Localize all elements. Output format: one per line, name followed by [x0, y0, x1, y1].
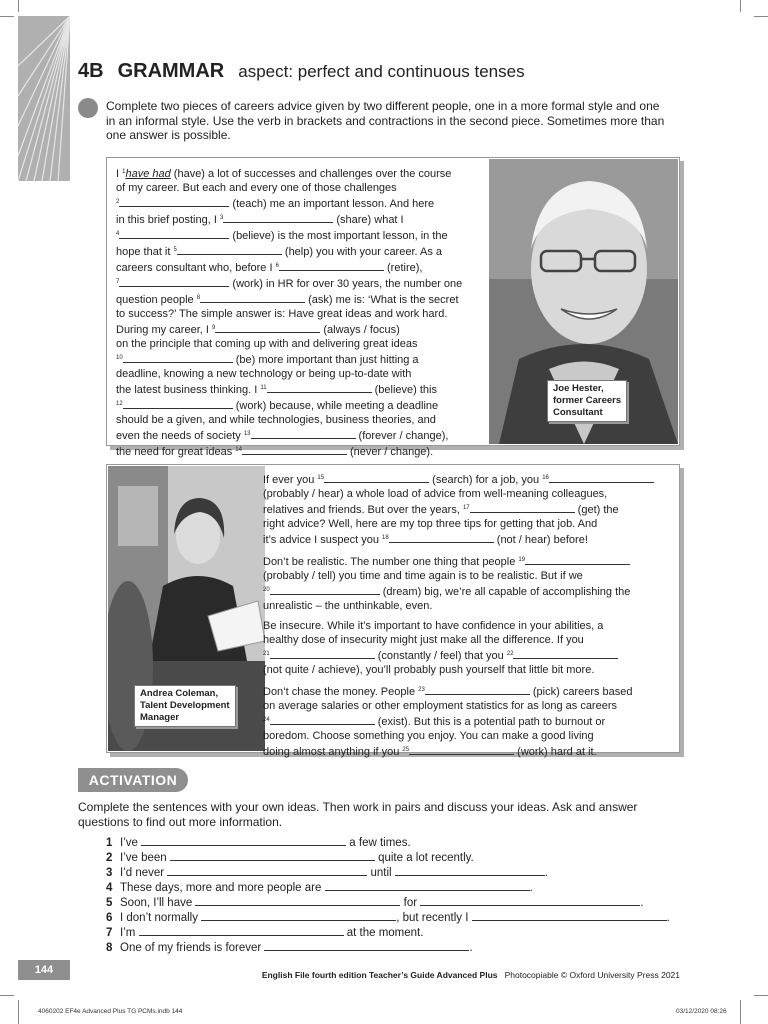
gap-number: 21 — [263, 651, 270, 657]
gap-number: 10 — [116, 355, 123, 361]
sentence-text: I’ve — [120, 837, 142, 849]
line-text: unrealistic – the unthinkable, even. — [263, 600, 433, 612]
text-line — [116, 381, 486, 397]
section-title: GRAMMAR — [117, 60, 225, 82]
exercise-instructions: Complete two pieces of careers advice given by two different people, one in a more formal style and one in an informal style. Use the verb in brackets and contractions in the second piece. Sometimes more than one answer is possible. — [106, 99, 665, 142]
text-line — [116, 195, 486, 211]
gap-number: 13 — [243, 431, 251, 437]
line-text: (dream) big, we’re all capable of accomplishing the — [379, 586, 631, 598]
gap-number: 25 — [402, 747, 410, 753]
gap-number: 24 — [263, 717, 270, 723]
footer-credits — [240, 970, 680, 980]
activation-sentence — [106, 939, 473, 954]
text-line — [116, 351, 486, 367]
answer-blank[interactable] — [270, 647, 375, 659]
answer-blank[interactable] — [389, 531, 494, 543]
crop-mark — [754, 995, 768, 996]
sentence-text: , but recently I — [396, 912, 472, 924]
text-line — [116, 291, 486, 307]
line-text: (pick) careers based — [529, 686, 633, 698]
gap-number: 4 — [116, 231, 120, 237]
answer-blank[interactable] — [167, 864, 367, 876]
answer-blank[interactable] — [420, 894, 640, 906]
crop-mark — [740, 0, 741, 12]
print-slug-date: 03/12/2020 08:26 — [676, 1008, 727, 1015]
line-text: If ever you — [263, 474, 318, 486]
gap-number: 1 — [122, 169, 126, 175]
caption-line: Manager — [140, 712, 180, 723]
activation-sentence — [106, 879, 533, 894]
sentence-number: 7 — [106, 927, 113, 939]
line-text: (have) a lot of successes and challenges over the course — [170, 168, 452, 180]
answer-blank[interactable] — [409, 743, 514, 755]
text-line — [116, 211, 486, 227]
sentence-text: a few times. — [346, 837, 411, 849]
line-text: right advice? Well, here are my top three tips for getting that job. And — [263, 518, 598, 530]
gap-number: 5 — [173, 247, 177, 253]
crop-mark — [18, 0, 19, 12]
sentence-text: until — [367, 867, 395, 879]
page-title — [78, 60, 525, 83]
crop-mark — [0, 995, 14, 996]
footer-copyright: Photocopiable © Oxford University Press 2021 — [504, 970, 680, 980]
text-line — [116, 397, 486, 413]
line-text: (forever / change), — [355, 430, 449, 442]
answer-blank[interactable] — [119, 227, 229, 239]
line-text: the latest business thinking. I — [116, 384, 261, 396]
sentence-text: . — [544, 867, 549, 879]
gap-number: 14 — [235, 447, 242, 453]
line-text: (work) hard at it. — [514, 746, 597, 758]
line-text: (believe) this — [371, 384, 437, 396]
unit-code: 4B — [78, 60, 104, 82]
sentence-text: for — [400, 897, 421, 909]
line-text: even the needs of society — [116, 430, 244, 442]
advice-text-informal — [263, 471, 673, 759]
text-line — [116, 227, 486, 243]
sentence-text: . — [640, 897, 644, 909]
corner-decoration — [18, 16, 70, 181]
text-line — [116, 337, 486, 351]
answer-blank[interactable] — [177, 243, 282, 255]
line-text: Be insecure. While it’s important to have confidence in your abilities, a — [263, 620, 604, 632]
line-text: (probably / hear) a whole load of advice from well-meaning colleagues, — [263, 488, 608, 500]
line-text: (not quite / achieve), you’ll probably push yourself that little bit more. — [263, 664, 595, 676]
line-text: (probably / tell) you time and time again is to be realistic. But if we — [263, 570, 583, 582]
line-text: doing almost anything if you — [263, 746, 403, 758]
line-text: on average salaries or other employment statistics for as long as careers — [263, 700, 617, 712]
text-line — [263, 487, 673, 501]
answer-blank[interactable] — [525, 553, 630, 565]
sentence-text: quite a lot recently. — [374, 852, 474, 864]
line-text: (teach) me an important lesson. And here — [229, 198, 435, 210]
gap-number: 6 — [275, 263, 279, 269]
text-line — [263, 599, 673, 613]
answer-blank[interactable] — [267, 381, 372, 393]
text-line — [263, 553, 673, 569]
text-line — [116, 259, 486, 275]
answer-blank[interactable] — [325, 879, 530, 891]
line-text: (share) what I — [333, 214, 404, 226]
answer-blank[interactable] — [270, 583, 380, 595]
sentence-text: These days, more and more people are — [120, 882, 325, 894]
section-subtitle: aspect: perfect and continuous tenses — [238, 62, 525, 81]
line-text: healthy dose of insecurity might just make all the difference. If you — [263, 634, 584, 646]
caption-line: Consultant — [553, 407, 603, 418]
gap-number: 18 — [382, 535, 389, 541]
line-text: (exist). But this is a potential path to burnout or — [374, 716, 606, 728]
line-text: (search) for a job, you — [429, 474, 543, 486]
activation-sentence — [106, 909, 670, 924]
bullet-icon — [78, 98, 98, 118]
photo-caption-andrea — [134, 685, 236, 727]
line-text: of my career. But each and every one of those challenges — [116, 182, 397, 194]
caption-line: Andrea Coleman, — [140, 688, 219, 699]
sentence-text: One of my friends is forever — [120, 942, 265, 954]
text-line — [263, 531, 673, 547]
text-line — [116, 243, 486, 259]
sentence-number: 6 — [106, 912, 113, 924]
crop-mark — [754, 16, 768, 17]
line-text: (work) because, while meeting a deadline — [232, 400, 439, 412]
text-line — [116, 181, 486, 195]
sentence-number: 3 — [106, 867, 113, 879]
answer-blank[interactable] — [223, 211, 333, 223]
answer-blank[interactable] — [251, 427, 356, 439]
text-line — [263, 501, 673, 517]
line-text: (always / focus) — [320, 324, 400, 336]
answer-blank[interactable] — [119, 275, 229, 287]
gap-number: 11 — [260, 385, 267, 391]
sentence-number: 1 — [106, 837, 113, 849]
caption-line: Talent Development — [140, 700, 230, 711]
line-text: question people — [116, 294, 197, 306]
advice-text-formal — [116, 165, 486, 459]
gap-number: 2 — [116, 199, 120, 205]
crop-mark — [0, 16, 14, 17]
line-text: (retire), — [383, 262, 423, 274]
sentence-text: . — [469, 942, 473, 954]
caption-line: former Careers — [553, 395, 622, 406]
print-slug-file: 4060202 EF4e Advanced Plus TG PCMs.indb 144 — [38, 1008, 183, 1015]
activation-sentence — [106, 924, 423, 939]
line-text: to success?’ The simple answer is: Have great ideas and work hard. — [116, 308, 448, 320]
gap-number: 9 — [211, 325, 216, 331]
line-text: boredom. Choose something you enjoy. You can make a good living — [263, 730, 594, 742]
answer-blank[interactable] — [470, 501, 575, 513]
line-text: I — [116, 168, 123, 180]
text-line — [116, 165, 486, 181]
line-text: it’s advice I suspect you — [263, 534, 383, 546]
line-text: hope that it — [116, 246, 174, 258]
answer-blank[interactable] — [242, 443, 347, 455]
line-text: Don’t be realistic. The number one thing that people — [263, 556, 519, 568]
sentence-text: I’ve been — [120, 852, 170, 864]
answer-blank[interactable] — [141, 834, 346, 846]
answer-blank[interactable] — [472, 909, 667, 921]
sentence-text: I’d never — [120, 867, 168, 879]
sentence-number: 8 — [106, 942, 113, 954]
sentence-number: 2 — [106, 852, 113, 864]
photo-caption-joe — [547, 380, 627, 422]
line-text: (never / change). — [346, 446, 434, 458]
gap-number: 16 — [542, 475, 549, 481]
text-line — [116, 275, 486, 291]
sentence-text: . — [666, 912, 670, 924]
gap-number: 17 — [462, 505, 470, 511]
gap-number: 8 — [196, 295, 201, 301]
text-line — [263, 583, 673, 599]
gap-number: 7 — [116, 279, 120, 285]
activation-sentence — [106, 849, 474, 864]
answer-blank[interactable] — [201, 909, 396, 921]
line-text: (help) you with your career. As a — [281, 246, 443, 258]
sentence-text: Soon, I’ll have — [120, 897, 196, 909]
page-number: 144 — [18, 960, 70, 980]
answer-blank[interactable] — [123, 397, 233, 409]
line-text: (get) the — [574, 504, 619, 516]
gap-number: 22 — [506, 651, 514, 657]
answer-blank[interactable] — [425, 683, 530, 695]
line-text: careers consultant who, before I — [116, 262, 276, 274]
text-line — [263, 633, 673, 647]
activation-sentence — [106, 894, 643, 909]
line-text: During my career, I — [116, 324, 212, 336]
crop-mark — [740, 1000, 741, 1024]
gap-number: 19 — [518, 557, 526, 563]
caption-line: Joe Hester, — [553, 383, 604, 394]
text-line — [116, 443, 486, 459]
sentence-text: I’m — [120, 927, 139, 939]
line-text: deadline, knowing a new technology or being up-to-date with — [116, 368, 412, 380]
line-text: Don’t chase the money. People — [263, 686, 419, 698]
text-line — [116, 321, 486, 337]
text-line — [263, 619, 673, 633]
line-text: on the principle that coming up with and delivering great ideas — [116, 338, 418, 350]
line-text: (work) in HR for over 30 years, the number one — [229, 278, 463, 290]
answer-blank[interactable] — [170, 849, 375, 861]
text-line — [116, 427, 486, 443]
answer-blank[interactable] — [549, 471, 654, 483]
activation-badge: ACTIVATION — [78, 768, 188, 792]
line-text: (constantly / feel) that you — [374, 650, 507, 662]
answer-blank[interactable] — [200, 291, 305, 303]
advice-panel-informal — [106, 464, 680, 758]
activation-sentence — [106, 834, 411, 849]
crop-mark — [18, 1000, 19, 1024]
sentence-text: . — [529, 882, 533, 894]
text-line — [116, 307, 486, 321]
text-line — [263, 699, 673, 713]
text-line — [116, 413, 486, 427]
activation-instructions: Complete the sentences with your own ideas. Then work in pairs and discuss your ideas. Ask and answer questions to find out more information. — [78, 800, 638, 829]
sentence-text: I don’t normally — [120, 912, 202, 924]
answer-blank[interactable] — [395, 864, 545, 876]
answer-blank[interactable] — [195, 894, 400, 906]
text-line — [263, 517, 673, 531]
answer-blank[interactable] — [513, 647, 618, 659]
example-answer: have had — [125, 168, 171, 180]
answer-blank[interactable] — [215, 321, 320, 333]
line-text: should be a given, and while technologies, business theories, and — [116, 414, 436, 426]
text-line — [263, 663, 673, 677]
gap-number: 20 — [263, 587, 270, 593]
gap-number: 3 — [219, 215, 224, 221]
line-text: (believe) is the most important lesson, in the — [229, 230, 448, 242]
line-text: relatives and friends. But over the years, — [263, 504, 463, 516]
sentence-text: at the moment. — [343, 927, 424, 939]
footer-book-title: English File fourth edition Teacher’s Guide Advanced Plus — [261, 970, 498, 980]
line-text: the need for great ideas — [116, 446, 236, 458]
text-line — [263, 683, 673, 699]
gap-number: 15 — [317, 475, 325, 481]
answer-blank[interactable] — [264, 939, 469, 951]
activation-sentence — [106, 864, 548, 879]
text-line — [263, 729, 673, 743]
answer-blank[interactable] — [119, 195, 229, 207]
advice-panel-formal — [106, 157, 680, 458]
line-text: (not / hear) before! — [493, 534, 588, 546]
text-line — [263, 713, 673, 729]
text-line — [263, 743, 673, 759]
answer-blank[interactable] — [279, 259, 384, 271]
line-text: (be) more important than just hitting a — [232, 354, 419, 366]
answer-blank[interactable] — [139, 924, 344, 936]
gap-number: 12 — [116, 401, 123, 407]
text-line — [116, 367, 486, 381]
text-line — [263, 569, 673, 583]
answer-blank[interactable] — [324, 471, 429, 483]
sentence-number: 5 — [106, 897, 113, 909]
text-line — [263, 647, 673, 663]
text-line — [263, 471, 673, 487]
line-text: (ask) me is: ‘What is the secret — [305, 294, 459, 306]
answer-blank[interactable] — [123, 351, 233, 363]
answer-blank[interactable] — [270, 713, 375, 725]
sentence-number: 4 — [106, 882, 113, 894]
gap-number: 23 — [418, 687, 425, 693]
line-text: in this brief posting, I — [116, 214, 220, 226]
